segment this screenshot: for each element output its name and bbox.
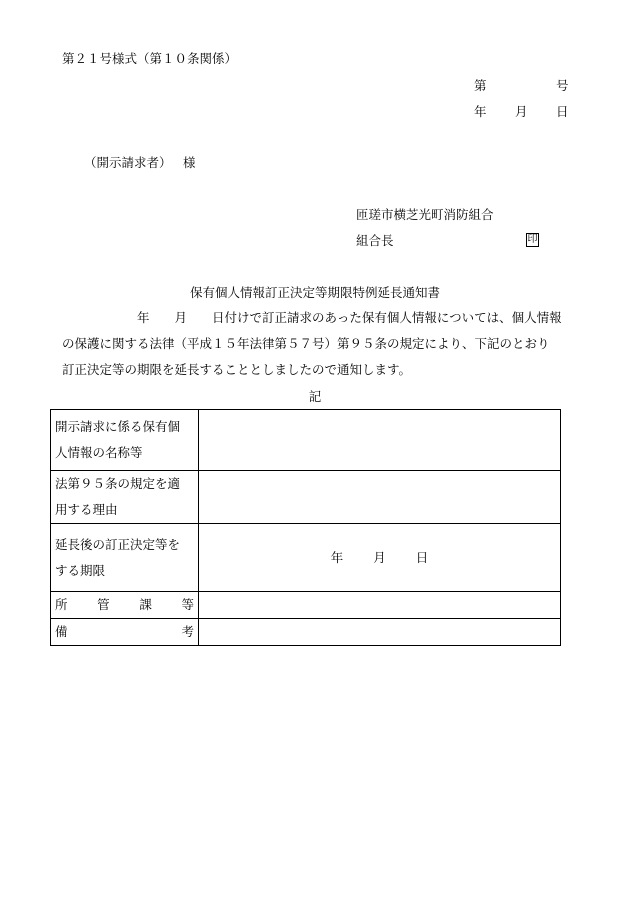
label-line: 開示請求に係る保有個 bbox=[55, 419, 181, 434]
issuer-title: 組合長 bbox=[356, 233, 394, 248]
row-label-department bbox=[51, 592, 199, 619]
row-label-reason bbox=[51, 471, 199, 524]
addressee-honorific: 様 bbox=[183, 155, 196, 170]
date-day-label: 日 bbox=[556, 104, 569, 119]
issuer-organization: 匝瑳市横芝光町消防組合 bbox=[356, 207, 494, 222]
date-month-label: 月 bbox=[515, 104, 528, 119]
form-number: 第２１号様式（第１０条関係） bbox=[62, 51, 238, 66]
label-line: 人情報の名称等 bbox=[55, 445, 143, 460]
value-cell-department[interactable] bbox=[199, 592, 561, 619]
ki-heading: 記 bbox=[308, 389, 322, 404]
body-line-2: の保護に関する法律（平成１５年法律第５７号）第９５条の規定により、下記のとおり bbox=[62, 336, 550, 351]
label-line bbox=[55, 619, 194, 645]
label-line: 用する理由 bbox=[55, 502, 118, 517]
table-row bbox=[51, 524, 561, 592]
value-cell-reason[interactable] bbox=[199, 471, 561, 524]
value-cell-remarks[interactable] bbox=[199, 619, 561, 646]
document-title: 保有個人情報訂正決定等期限特例延長通知書 bbox=[189, 285, 440, 300]
label-char: 考 bbox=[181, 624, 194, 639]
label-line: 法第９５条の規定を適 bbox=[55, 476, 181, 491]
row-label-document-name bbox=[51, 410, 199, 471]
deadline-year-label: 年 bbox=[330, 549, 344, 565]
seal-mark: 印 bbox=[527, 234, 538, 245]
value-cell-deadline[interactable] bbox=[199, 524, 561, 592]
doc-number-suffix: 号 bbox=[556, 78, 569, 93]
value-cell-document-name[interactable] bbox=[199, 410, 561, 471]
doc-number-prefix: 第 bbox=[474, 78, 487, 93]
label-char: 課 bbox=[139, 597, 152, 612]
label-line: する期限 bbox=[55, 562, 106, 578]
row-label-deadline bbox=[51, 524, 199, 592]
date-year-label: 年 bbox=[474, 104, 487, 119]
table-row bbox=[51, 592, 561, 619]
table-row bbox=[51, 471, 561, 524]
table-row bbox=[51, 410, 561, 471]
label-char: 管 bbox=[97, 597, 110, 612]
body-line-1: 年 月 日付けで訂正請求のあった保有個人情報については、個人情報 bbox=[62, 310, 562, 325]
label-char: 備 bbox=[55, 624, 68, 639]
table-row bbox=[51, 619, 561, 646]
label-line bbox=[55, 592, 194, 618]
details-table bbox=[50, 409, 561, 646]
label-char: 所 bbox=[55, 597, 68, 612]
deadline-day-label: 日 bbox=[415, 549, 429, 565]
deadline-month-label: 月 bbox=[373, 549, 386, 565]
row-label-remarks bbox=[51, 619, 199, 646]
addressee-label: （開示請求者） bbox=[84, 155, 172, 170]
label-line: 延長後の訂正決定等を bbox=[55, 536, 181, 552]
label-char: 等 bbox=[181, 597, 194, 612]
body-line-3: 訂正決定等の期限を延長することとしましたので通知します。 bbox=[62, 362, 412, 377]
